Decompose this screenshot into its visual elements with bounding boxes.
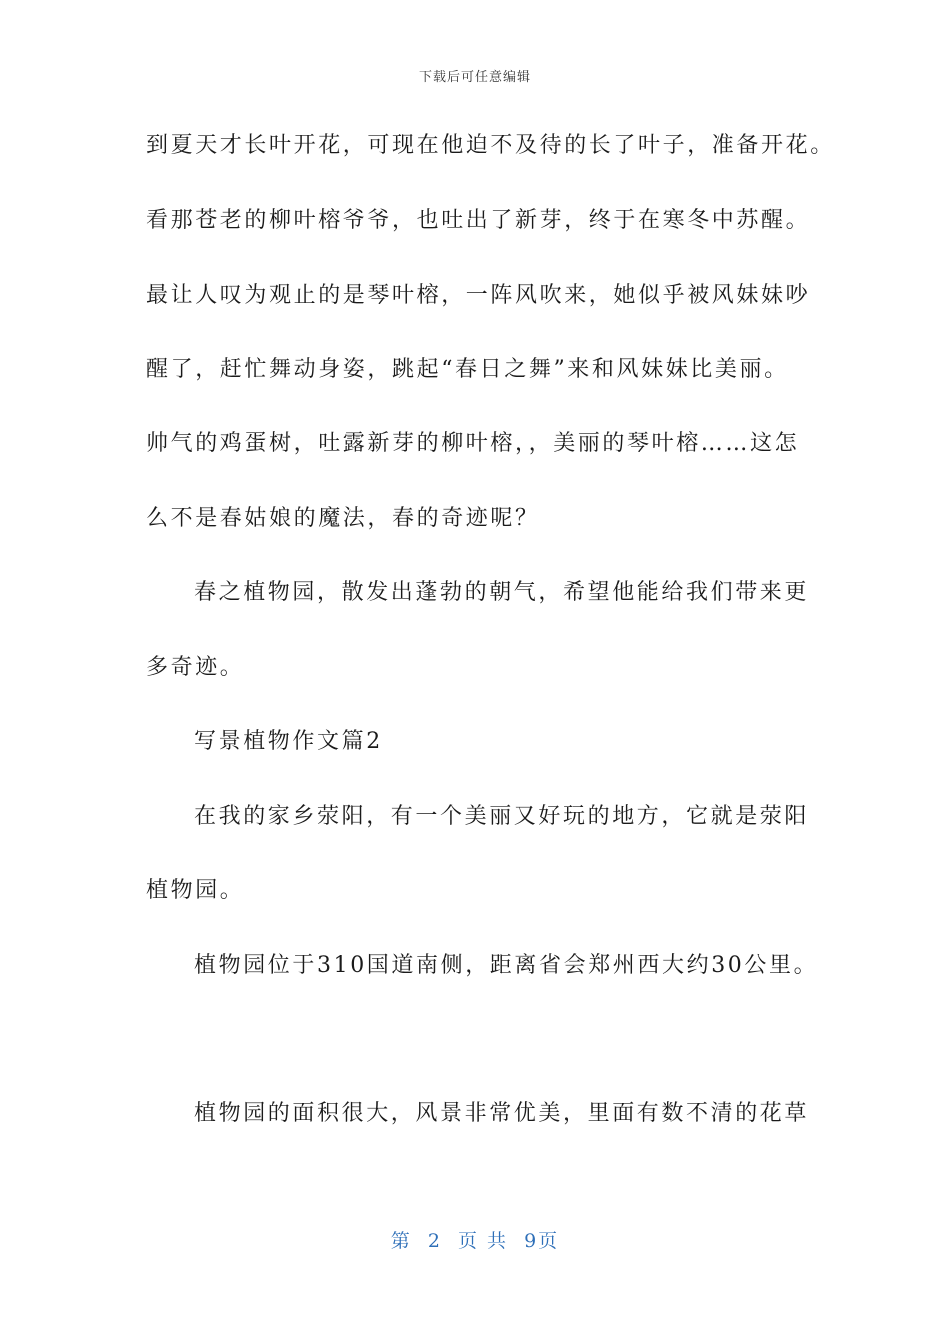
section-heading: 写景植物作文篇2: [194, 729, 383, 754]
footer-total: 9页: [524, 1230, 560, 1252]
body-line-13: 植物园的面积很大，风景非常优美，里面有数不清的花草: [194, 1101, 810, 1126]
body-line-2: 看那苍老的柳叶榕爷爷，也吐出了新芽，终于在寒冬中苏醒。: [146, 208, 811, 233]
body-line-1: 到夏天才长叶开花，可现在他迫不及待的长了叶子，准备开花。: [146, 133, 835, 158]
page-header: 下载后可任意编辑: [418, 70, 531, 85]
body-line-12: 植物园位于310国道南侧，距离省会郑州西大约30公里。: [194, 953, 819, 978]
footer-page-number: 2: [427, 1230, 442, 1252]
page-footer: [0, 1226, 950, 1253]
body-line-8: 多奇迹。: [146, 655, 245, 680]
body-line-4: 醒了，赶忙舞动身姿，跳起“春日之舞”来和风妹妹比美丽。: [146, 357, 789, 382]
body-line-11: 植物园。: [146, 878, 245, 903]
body-line-3: 最让人叹为观止的是琴叶榕，一阵风吹来，她似乎被风妹妹吵: [146, 283, 811, 308]
body-line-5: 帅气的鸡蛋树，吐露新芽的柳叶榕，，美丽的琴叶榕……这怎: [146, 431, 800, 456]
body-line-7: 春之植物园，散发出蓬勃的朝气，希望他能给我们带来更: [194, 580, 810, 605]
body-line-6: 么不是春姑娘的魔法，春的奇迹呢？: [146, 506, 540, 531]
footer-prefix: 第: [390, 1230, 412, 1252]
body-line-10: 在我的家乡荥阳，有一个美丽又好玩的地方，它就是荥阳: [194, 804, 810, 829]
footer-middle: 页 共: [458, 1230, 509, 1252]
